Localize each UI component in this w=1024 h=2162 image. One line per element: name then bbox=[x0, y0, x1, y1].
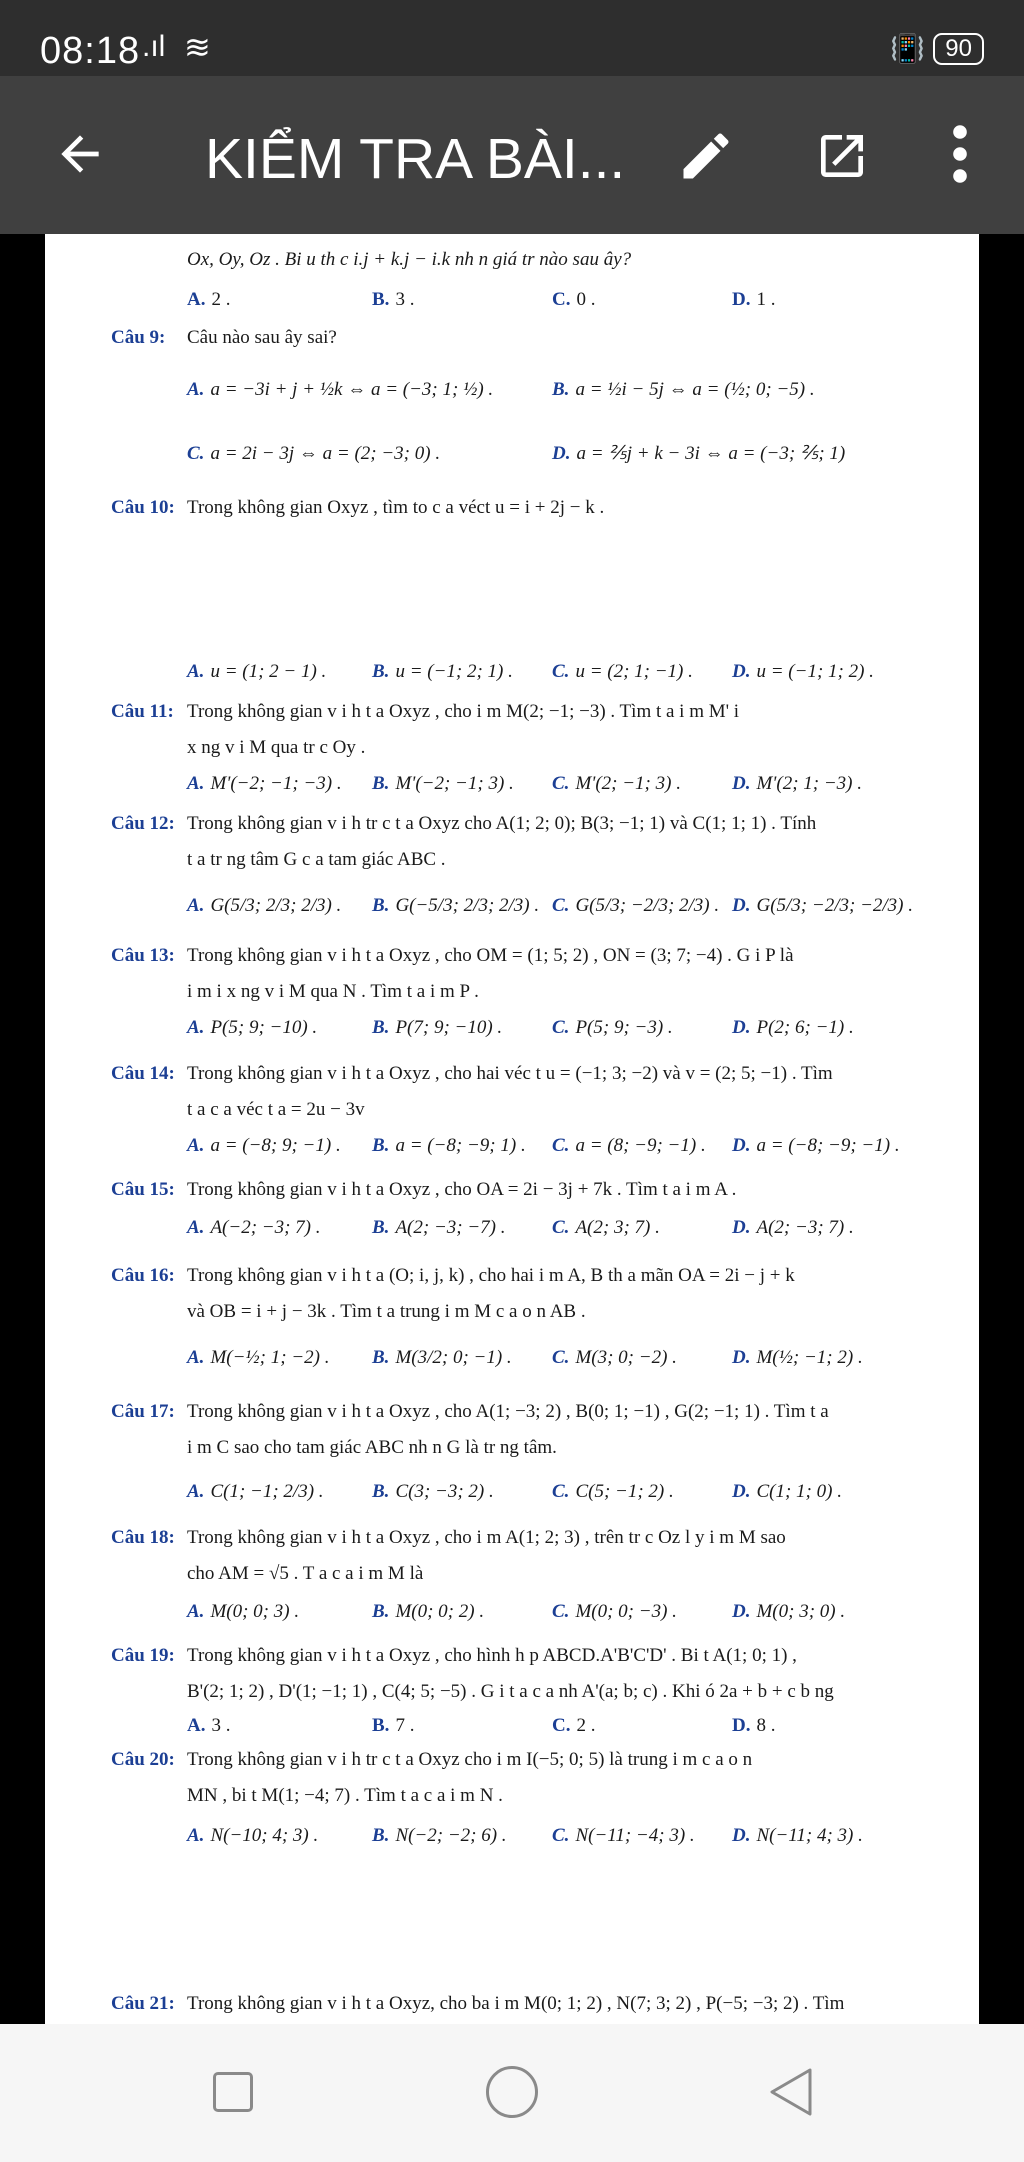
option-c[interactable]: C. A(2; 3; 7) . bbox=[552, 1217, 660, 1238]
answer-options bbox=[187, 886, 947, 926]
system-nav-bar bbox=[0, 2024, 1024, 2162]
vibrate-icon: 📳 bbox=[890, 33, 926, 64]
status-right bbox=[890, 32, 984, 65]
option-c[interactable]: C. a = 2i − 3j ⇔ a = (2; −3; 0) . bbox=[187, 443, 441, 464]
option-c[interactable]: C. G(5/3; −2/3; 2/3) . bbox=[552, 895, 720, 916]
option-b[interactable]: B. 7 . bbox=[372, 1715, 415, 1736]
option-c[interactable]: C. M'(2; −1; 3) . bbox=[552, 773, 681, 794]
answer-options bbox=[187, 764, 947, 804]
signal-icon: .ıl bbox=[142, 30, 166, 63]
option-a[interactable]: A. a = (−8; 9; −1) . bbox=[187, 1135, 341, 1156]
option-c[interactable]: C. 2 . bbox=[552, 1715, 596, 1736]
question-13: Câu 13: Trong không gian v i h t a Oxyz , cho OM = (1; 5; 2) , ON = (3; 7; −4) . G i P là i m i x ng v i M qua N . Tìm t a i m P . bbox=[111, 938, 951, 1010]
option-a[interactable]: A. C(1; −1; 2/3) . bbox=[187, 1481, 324, 1502]
answer-options bbox=[187, 1008, 947, 1048]
answer-options bbox=[187, 280, 947, 320]
answer-options bbox=[187, 1816, 947, 1856]
option-b[interactable]: B. G(−5/3; 2/3; 2/3) . bbox=[372, 895, 540, 916]
question-18: Câu 18: Trong không gian v i h t a Oxyz , cho i m A(1; 2; 3) , trên tr c Oz l y i m M sao cho AM = √5 . T a c a i m M là bbox=[111, 1520, 951, 1592]
option-b[interactable]: B. N(−2; −2; 6) . bbox=[372, 1825, 507, 1846]
document-viewer[interactable] bbox=[0, 234, 1024, 2024]
option-d[interactable]: D. M(½; −1; 2) . bbox=[732, 1347, 863, 1368]
option-c[interactable]: C. P(5; 9; −3) . bbox=[552, 1017, 673, 1038]
question-number: Câu 19: bbox=[111, 1645, 175, 1666]
answer-options bbox=[187, 1338, 947, 1378]
question-9: Câu 9: Câu nào sau ây sai? bbox=[111, 320, 951, 356]
question-15: Câu 15: Trong không gian v i h t a Oxyz , cho OA = 2i − 3j + 7k . Tìm t a i m A . bbox=[111, 1172, 951, 1208]
option-b[interactable]: B. C(3; −3; 2) . bbox=[372, 1481, 494, 1502]
nav-back-icon[interactable] bbox=[766, 2066, 814, 2118]
option-d[interactable]: D. G(5/3; −2/3; −2/3) . bbox=[732, 895, 913, 916]
option-a[interactable]: A. 2 . bbox=[187, 289, 231, 310]
option-c[interactable]: C. 0 . bbox=[552, 289, 596, 310]
answer-options bbox=[187, 1126, 947, 1166]
question-number: Câu 10: bbox=[111, 497, 175, 518]
question-number: Câu 16: bbox=[111, 1265, 175, 1286]
question-17: Câu 17: Trong không gian v i h t a Oxyz , cho A(1; −3; 2) , B(0; 1; −1) , G(2; −1; 1) . Tìm t a i m C sao cho tam giác ABC nh n G là tr ng tâm. bbox=[111, 1394, 951, 1466]
answer-options bbox=[187, 1706, 947, 1746]
question-number: Câu 17: bbox=[111, 1401, 175, 1422]
wifi-icon: ≋ bbox=[184, 29, 211, 65]
option-a[interactable]: A. N(−10; 4; 3) . bbox=[187, 1825, 319, 1846]
option-a[interactable]: A. A(−2; −3; 7) . bbox=[187, 1217, 321, 1238]
option-b[interactable]: B. M'(−2; −1; 3) . bbox=[372, 773, 514, 794]
edit-pencil-icon[interactable] bbox=[676, 126, 736, 186]
question-number: Câu 14: bbox=[111, 1063, 175, 1084]
option-c[interactable]: C. M(3; 0; −2) . bbox=[552, 1347, 677, 1368]
answer-options bbox=[187, 434, 947, 474]
option-b[interactable]: B. 3 . bbox=[372, 289, 415, 310]
question-number: Câu 20: bbox=[111, 1749, 175, 1770]
question-number: Câu 11: bbox=[111, 701, 174, 722]
option-a[interactable]: A. 3 . bbox=[187, 1715, 231, 1736]
answer-options bbox=[187, 652, 947, 692]
option-d[interactable]: D. A(2; −3; 7) . bbox=[732, 1217, 854, 1238]
option-a[interactable]: A. u = (1; 2 − 1) . bbox=[187, 661, 327, 682]
option-d[interactable]: D. u = (−1; 1; 2) . bbox=[732, 661, 874, 682]
document-page bbox=[45, 608, 979, 1960]
question-10: Câu 10: Trong không gian Oxyz , tìm to c a véct u = i + 2j − k . bbox=[111, 490, 951, 526]
question-21: Câu 21: Trong không gian v i h t a Oxyz, cho ba i m M(0; 1; 2) , N(7; 3; 2) , P(−5; −3; 2) . Tìm bbox=[111, 1986, 951, 2022]
question-number: Câu 12: bbox=[111, 813, 175, 834]
option-d[interactable]: D. C(1; 1; 0) . bbox=[732, 1481, 842, 1502]
app-bar bbox=[0, 76, 1024, 234]
status-time: 08:18 bbox=[40, 30, 141, 72]
question-number: Câu 9: bbox=[111, 327, 166, 348]
option-a[interactable]: A. a = −3i + j + ½k ⇔ a = (−3; 1; ½) . bbox=[187, 379, 494, 400]
option-d[interactable]: D. 1 . bbox=[732, 289, 776, 310]
option-d[interactable]: D. a = ⅖j + k − 3i ⇔ a = (−3; ⅖; 1) bbox=[552, 443, 846, 464]
option-c[interactable]: C. M(0; 0; −3) . bbox=[552, 1601, 677, 1622]
option-b[interactable]: B. A(2; −3; −7) . bbox=[372, 1217, 506, 1238]
option-a[interactable]: A. M(0; 0; 3) . bbox=[187, 1601, 300, 1622]
home-icon[interactable] bbox=[486, 2066, 538, 2118]
question-number: Câu 15: bbox=[111, 1179, 175, 1200]
option-d[interactable]: D. 8 . bbox=[732, 1715, 776, 1736]
option-b[interactable]: B. a = ½i − 5j ⇔ a = (½; 0; −5) . bbox=[552, 379, 815, 400]
open-external-icon[interactable] bbox=[814, 128, 870, 184]
more-options-icon[interactable] bbox=[945, 122, 975, 186]
answer-options bbox=[187, 370, 947, 410]
battery-indicator: 90 bbox=[933, 33, 984, 65]
answer-options bbox=[187, 1592, 947, 1632]
option-b[interactable]: B. M(3/2; 0; −1) . bbox=[372, 1347, 512, 1368]
option-c[interactable]: C. a = (8; −9; −1) . bbox=[552, 1135, 706, 1156]
question-continuation: Ox, Oy, Oz . Bi u th c i.j + k.j − i.k nh n giá tr nào sau ây? bbox=[187, 249, 632, 270]
question-20: Câu 20: Trong không gian v i h tr c t a Oxyz cho i m I(−5; 0; 5) là trung i m c a o n MN , bi t M(1; −4; 7) . Tìm t a c a i m N . bbox=[111, 1742, 951, 1814]
option-d[interactable]: D. N(−11; 4; 3) . bbox=[732, 1825, 863, 1846]
option-b[interactable]: B. u = (−1; 2; 1) . bbox=[372, 661, 513, 682]
status-bar bbox=[0, 0, 1024, 76]
question-12: Câu 12: Trong không gian v i h tr c t a Oxyz cho A(1; 2; 0); B(3; −1; 1) và C(1; 1; 1) . Tính t a tr ng tâm G c a tam giác ABC . bbox=[111, 806, 951, 878]
answer-options bbox=[187, 1208, 947, 1248]
option-d[interactable]: D. M'(2; 1; −3) . bbox=[732, 773, 863, 794]
question-16: Câu 16: Trong không gian v i h t a (O; i, j, k) , cho hai i m A, B th a mãn OA = 2i − j + k và OB = i + j − 3k . Tìm t a trung i m M c a o n AB . bbox=[111, 1258, 951, 1330]
question-19: Câu 19: Trong không gian v i h t a Oxyz , cho hình h p ABCD.A'B'C'D' . Bi t A(1; 0; 1) , B'(2; 1; 2) , D'(1; −1; 1) , C(4; 5; −5) . G i t a c a nh A'(a; b; c) . Khi ó 2a + b + c b ng bbox=[111, 1638, 951, 1710]
option-b[interactable]: B. P(7; 9; −10) . bbox=[372, 1017, 503, 1038]
option-c[interactable]: C. C(5; −1; 2) . bbox=[552, 1481, 674, 1502]
recent-apps-icon[interactable] bbox=[213, 2072, 253, 2112]
option-b[interactable]: B. M(0; 0; 2) . bbox=[372, 1601, 485, 1622]
question-number: Câu 18: bbox=[111, 1527, 175, 1548]
option-b[interactable]: B. a = (−8; −9; 1) . bbox=[372, 1135, 526, 1156]
option-d[interactable]: D. P(2; 6; −1) . bbox=[732, 1017, 854, 1038]
option-d[interactable]: D. M(0; 3; 0) . bbox=[732, 1601, 846, 1622]
question-number: Câu 13: bbox=[111, 945, 175, 966]
option-a[interactable]: A. G(5/3; 2/3; 2/3) . bbox=[187, 895, 342, 916]
option-a[interactable]: A. M'(−2; −1; −3) . bbox=[187, 773, 342, 794]
answer-options bbox=[187, 1472, 947, 1512]
page-title: KIỂM TRA BÀI... bbox=[205, 127, 626, 191]
option-a[interactable]: A. P(5; 9; −10) . bbox=[187, 1017, 318, 1038]
option-d[interactable]: D. a = (−8; −9; −1) . bbox=[732, 1135, 900, 1156]
question-14: Câu 14: Trong không gian v i h t a Oxyz , cho hai véc t u = (−1; 3; −2) và v = (2; 5; −1) . Tìm t a c a véc t a = 2u − 3v bbox=[111, 1056, 951, 1128]
option-c[interactable]: C. N(−11; −4; 3) . bbox=[552, 1825, 695, 1846]
option-a[interactable]: A. M(−½; 1; −2) . bbox=[187, 1347, 330, 1368]
question-11: Câu 11: Trong không gian v i h t a Oxyz , cho i m M(2; −1; −3) . Tìm t a i m M' i x ng v i M qua tr c Oy . bbox=[111, 694, 951, 766]
document-page bbox=[45, 1952, 979, 2024]
option-c[interactable]: C. u = (2; 1; −1) . bbox=[552, 661, 693, 682]
question-number: Câu 21: bbox=[111, 1993, 175, 2014]
back-arrow-icon[interactable] bbox=[52, 126, 108, 182]
